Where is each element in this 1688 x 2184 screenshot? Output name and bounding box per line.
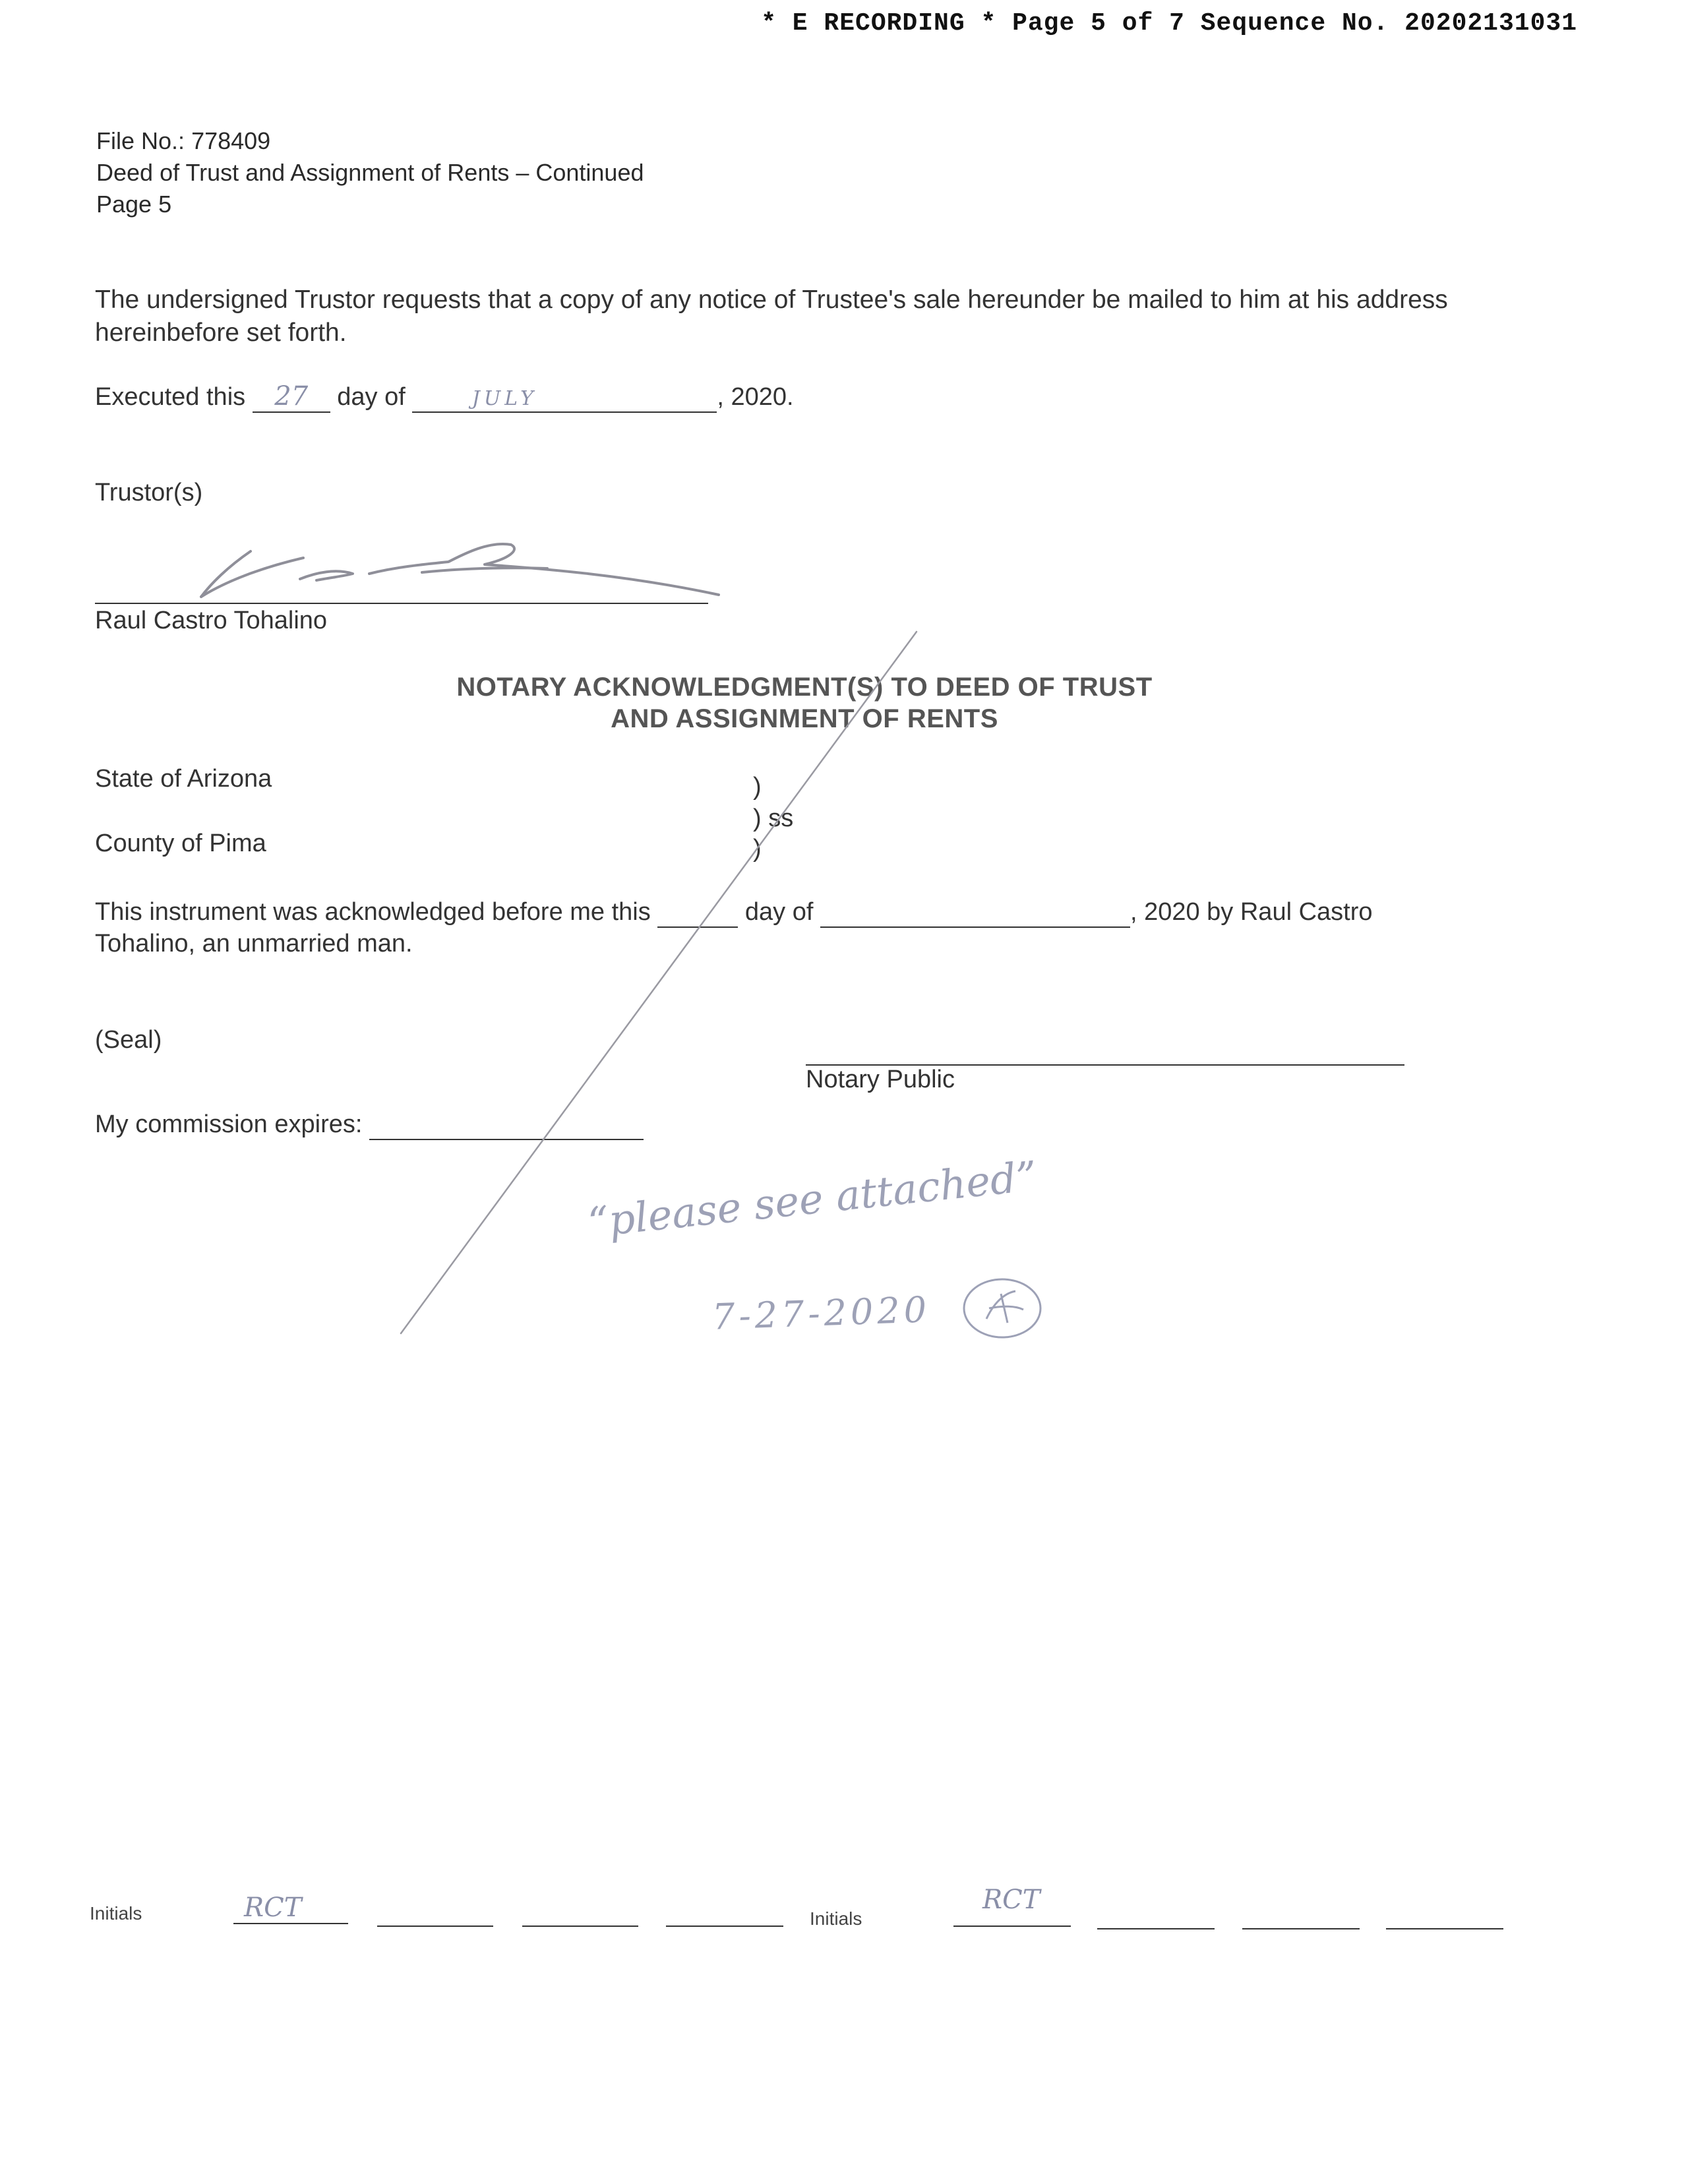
trustor-name: Raul Castro Tohalino	[95, 607, 328, 634]
initials-handwritten-left: RCT	[244, 1893, 302, 1923]
acknowledgment-day-of: day of	[744, 898, 814, 926]
initials-label-left: Initials	[90, 1903, 142, 1924]
initials-blank-left-3	[522, 1926, 638, 1927]
seal-label: (Seal)	[95, 1026, 162, 1054]
executed-day-of: day of	[337, 383, 406, 411]
handwritten-note-date: 7-27-2020	[711, 1289, 931, 1338]
initials-blank-left-1	[233, 1923, 348, 1924]
initials-blank-right-1	[953, 1926, 1071, 1927]
venue-paren-top: )	[753, 773, 762, 801]
initials-blank-left-4	[666, 1926, 783, 1927]
strike-through-line	[401, 632, 917, 1333]
initials-blank-right-4	[1386, 1928, 1503, 1929]
executed-day-handwritten: 27	[274, 381, 309, 411]
executed-month-handwritten: JULY	[471, 387, 537, 410]
trustor-label: Trustor(s)	[95, 479, 203, 506]
document-title: Deed of Trust and Assignment of Rents – Continued	[96, 159, 644, 186]
venue-ss: ) ss	[753, 804, 794, 832]
acknowledgment-suffix: , 2020 by Raul Castro	[1130, 898, 1373, 926]
recording-header: * E RECORDING * Page 5 of 7 Sequence No. 20202131031	[761, 9, 1577, 38]
venue-county: County of Pima	[95, 830, 266, 857]
request-paragraph: The undersigned Trustor requests that a copy of any notice of Trustee's sale hereunder be mailed to him at his address hereinbefore set forth.	[95, 286, 1448, 347]
initials-label-right: Initials	[810, 1908, 862, 1929]
circled-initial	[964, 1279, 1040, 1337]
initials-blank-left-2	[377, 1926, 493, 1927]
executed-prefix: Executed this	[95, 383, 246, 411]
trustor-signature	[201, 544, 719, 597]
notary-title-line1: NOTARY ACKNOWLEDGMENT(S) TO DEED OF TRUST	[456, 673, 1153, 702]
initials-blank-right-2	[1097, 1928, 1215, 1929]
file-number-label: File No.:	[96, 127, 185, 154]
acknowledgment-prefix: This instrument was acknowledged before me this	[95, 898, 651, 926]
file-number: 778409	[191, 127, 271, 154]
venue-state: State of Arizona	[95, 765, 272, 793]
notary-public-label: Notary Public	[806, 1066, 955, 1093]
initials-blank-right-3	[1242, 1928, 1360, 1929]
notary-title-line2: AND ASSIGNMENT OF RENTS	[611, 704, 998, 733]
commission-label: My commission expires:	[95, 1110, 363, 1138]
venue-paren-bottom: )	[753, 835, 762, 863]
initials-handwritten-right: RCT	[982, 1885, 1040, 1915]
acknowledgment-line2: Tohalino, an unmarried man.	[95, 930, 413, 957]
handwritten-note-line1: “please see attached”	[586, 1151, 1040, 1247]
executed-year: , 2020.	[717, 383, 794, 411]
page-label: Page 5	[96, 191, 172, 218]
